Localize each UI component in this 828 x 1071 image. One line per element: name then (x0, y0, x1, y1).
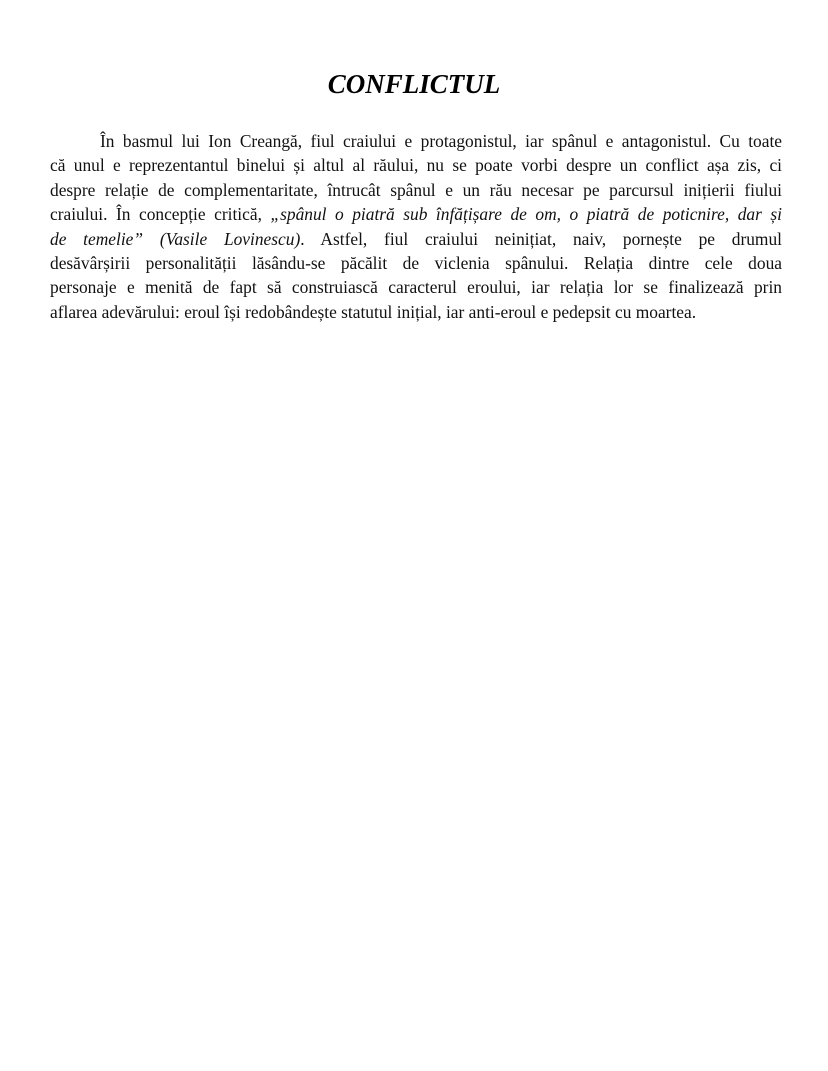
paragraph-line (50, 178, 782, 202)
paragraph-line (50, 300, 782, 324)
text-segment: personaje e menită de fapt să construiască caracterul eroului, iar relația lor se finalizează prin (50, 277, 782, 298)
quote-segment: „spânul o piatră sub înfățișare de om, o piatră de poticnire, dar și (270, 204, 782, 225)
paragraph-line (50, 153, 782, 177)
body-paragraph (50, 129, 782, 324)
text-segment: În basmul lui Ion Creangă, fiul craiului e protagonistul, iar spânul e antagonistul. Cu toate (100, 131, 782, 151)
text-segment: că unul e reprezentantul binelui și altul al răului, nu se poate vorbi despre un conflict așa zis, ci (50, 155, 782, 176)
text-segment: despre relație de complementaritate, întrucât spânul e un rău necesar pe parcursul inițierii fiului (50, 179, 782, 200)
text-segment: aflarea adevărului: eroul își redobândește statutul inițial, iar anti-eroul e pedepsit cu moartea. (50, 301, 697, 322)
paragraph-line (50, 227, 782, 251)
text-segment: desăvârșirii personalității lăsându-se păcălit de viclenia spânului. Relația dintre cele doua (50, 253, 782, 274)
paragraph-line (50, 202, 782, 226)
text-segment: craiului. În concepție critică, (50, 204, 271, 225)
text-segment: . Astfel, fiul craiului neinițiat, naiv, pornește pe drumul (300, 228, 782, 249)
paragraph-line (50, 129, 782, 153)
paragraph-line (50, 275, 782, 299)
quote-segment: de temelie” (Vasile Lovinescu) (50, 228, 301, 249)
document-title: CONFLICTUL (327, 69, 501, 99)
paragraph-line (50, 251, 782, 275)
